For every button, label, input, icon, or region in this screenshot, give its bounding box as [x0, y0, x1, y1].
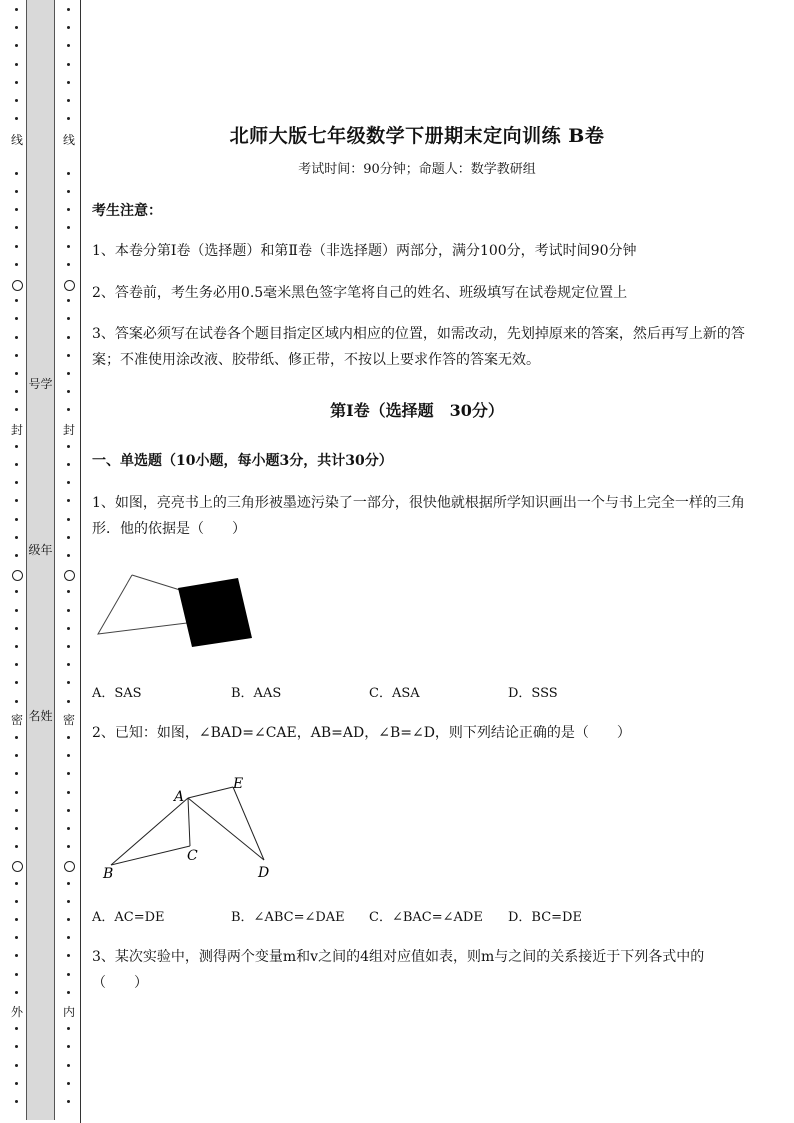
point-label-e: E — [233, 776, 244, 792]
seal-dot — [67, 481, 70, 484]
seal-dot — [15, 408, 18, 411]
seal-dot — [67, 445, 70, 448]
seal-dot — [67, 827, 70, 830]
point-label-a: A — [174, 789, 185, 805]
seal-dot — [15, 590, 18, 593]
seal-char: 外 — [10, 1005, 23, 1019]
binding-margin — [0, 0, 84, 1123]
seal-dot — [15, 645, 18, 648]
seal-dot — [67, 809, 70, 812]
seal-circle — [64, 861, 75, 872]
seal-dot — [67, 590, 70, 593]
seal-dot — [67, 499, 70, 502]
point-label-b: B — [103, 866, 114, 882]
seal-circle — [12, 570, 23, 581]
seal-dot — [15, 372, 18, 375]
seal-dot — [67, 681, 70, 684]
inner-seal-dotted-line — [62, 0, 76, 1123]
seal-dot — [15, 700, 18, 703]
seal-circle — [64, 570, 75, 581]
strip-label-name: 名姓 — [28, 709, 53, 723]
seal-char: 线 — [62, 133, 75, 147]
seal-dot — [67, 1064, 70, 1067]
seal-dot — [67, 8, 70, 11]
seal-dot — [15, 226, 18, 229]
margin-divider-line — [80, 0, 81, 1123]
seal-dot — [15, 336, 18, 339]
seal-dot — [67, 226, 70, 229]
seal-dot — [67, 663, 70, 666]
seal-dot — [67, 973, 70, 976]
seal-dot — [67, 845, 70, 848]
seal-char: 密 — [10, 713, 23, 727]
seal-char: 封 — [62, 423, 75, 437]
seal-dot — [67, 882, 70, 885]
q1-option-b[interactable]: B．AAS — [231, 686, 282, 701]
seal-dot — [15, 317, 18, 320]
seal-dot — [67, 245, 70, 248]
seal-dot — [67, 736, 70, 739]
q1-option-c[interactable]: C．ASA — [369, 686, 420, 701]
seal-char: 封 — [10, 423, 23, 437]
seal-dot — [15, 117, 18, 120]
question-3-text: 3、某次实验中，测得两个变量m和v之间的4组对应值如表，则m与之间的关系接近于下列各式中的（ ） — [92, 949, 705, 991]
triangle-visible-sides — [98, 575, 187, 634]
seal-dot — [67, 536, 70, 539]
q1-option-a[interactable]: A．SAS — [92, 686, 142, 701]
seal-dot — [15, 973, 18, 976]
seal-char: 线 — [10, 133, 23, 147]
seal-dot — [15, 499, 18, 502]
seal-dot — [67, 1045, 70, 1048]
seal-dot — [15, 1064, 18, 1067]
seal-dot — [67, 26, 70, 29]
seal-dot — [15, 954, 18, 957]
exam-info: 考试时间：90分钟；命题人：数学教研组 — [298, 162, 536, 177]
seal-dot — [15, 1045, 18, 1048]
seal-dot — [15, 791, 18, 794]
seal-circle — [12, 280, 23, 291]
seal-dot — [15, 299, 18, 302]
part-heading: 一、单选题（10小题，每小题3分，共计30分） — [92, 453, 393, 469]
seal-dot — [67, 81, 70, 84]
seal-dot — [15, 736, 18, 739]
notes-heading: 考生注意： — [92, 203, 162, 219]
q1-option-d[interactable]: D．SSS — [508, 686, 558, 701]
point-label-d: D — [258, 865, 270, 881]
question-2-text: 2、已知：如图，∠BAD=∠CAE，AB=AD，∠B=∠D，则下列结论正确的是（ ） — [92, 725, 631, 741]
seal-dot — [15, 900, 18, 903]
seal-dot — [67, 408, 70, 411]
seal-dot — [67, 390, 70, 393]
question-1-text: 1、如图，亮亮书上的三角形被墨迹污染了一部分，很快他就根据所学知识画出一个与书上完全一样的三角形．他的依据是（ ） — [92, 495, 745, 537]
seal-dot — [67, 44, 70, 47]
seal-dot — [67, 463, 70, 466]
seal-dot — [15, 263, 18, 266]
seal-dot — [15, 772, 18, 775]
seal-dot — [15, 390, 18, 393]
seal-dot — [67, 336, 70, 339]
seal-dot — [15, 518, 18, 521]
seal-dot — [15, 681, 18, 684]
seal-dot — [15, 845, 18, 848]
seal-dot — [67, 900, 70, 903]
seal-dot — [67, 754, 70, 757]
seal-dot — [67, 1027, 70, 1030]
seal-dot — [15, 463, 18, 466]
seal-dot — [67, 99, 70, 102]
seal-dot — [67, 354, 70, 357]
seal-dot — [67, 317, 70, 320]
seal-dot — [15, 81, 18, 84]
seal-dot — [67, 117, 70, 120]
seal-dot — [15, 245, 18, 248]
section-title: 第I卷（选择题 30分） — [330, 401, 504, 420]
seal-dot — [67, 791, 70, 794]
seal-dot — [15, 172, 18, 175]
seal-dot — [15, 827, 18, 830]
q2-option-a[interactable]: A．AC=DE — [92, 910, 165, 925]
seal-circle — [12, 861, 23, 872]
seal-circle — [64, 280, 75, 291]
seal-dot — [67, 918, 70, 921]
seal-dot — [67, 936, 70, 939]
seal-dot — [15, 609, 18, 612]
outer-seal-dotted-line — [10, 0, 24, 1123]
seal-dot — [15, 536, 18, 539]
note-item: 3、答案必须写在试卷各个题目指定区域内相应的位置，如需改动，先划掉原来的答案，然后再写上新的答案；不准使用涂改液、胶带纸、修正带，不按以上要求作答的答案无效。 — [92, 326, 745, 368]
seal-dot — [15, 1082, 18, 1085]
seal-dot — [67, 518, 70, 521]
seal-dot — [15, 190, 18, 193]
question-2-figure — [92, 770, 292, 885]
seal-dot — [15, 754, 18, 757]
seal-dot — [15, 99, 18, 102]
seal-dot — [67, 700, 70, 703]
note-item: 1、本卷分第I卷（选择题）和第Ⅱ卷（非选择题）两部分，满分100分，考试时间90分钟 — [92, 243, 637, 259]
seal-char: 密 — [62, 713, 75, 727]
seal-dot — [67, 554, 70, 557]
seal-dot — [67, 1082, 70, 1085]
seal-dot — [15, 936, 18, 939]
seal-dot — [67, 190, 70, 193]
ink-stain — [178, 578, 252, 647]
seal-dot — [67, 208, 70, 211]
seal-dot — [67, 299, 70, 302]
seal-dot — [15, 627, 18, 630]
seal-dot — [15, 554, 18, 557]
seal-dot — [67, 372, 70, 375]
q2-option-d[interactable]: D．BC=DE — [508, 910, 582, 925]
q2-option-b[interactable]: B．∠ABC=∠DAE — [231, 910, 345, 925]
seal-dot — [67, 772, 70, 775]
seal-dot — [15, 445, 18, 448]
seal-dot — [15, 8, 18, 11]
seal-dot — [67, 609, 70, 612]
triangle-side — [132, 575, 180, 590]
strip-label-grade: 级年 — [28, 543, 53, 557]
seal-char: 内 — [62, 1005, 75, 1019]
seal-dot — [15, 44, 18, 47]
seal-dot — [15, 663, 18, 666]
question-1-figure — [92, 566, 262, 656]
seal-dot — [15, 1027, 18, 1030]
seal-dot — [15, 1100, 18, 1103]
q2-option-c[interactable]: C．∠BAC=∠ADE — [369, 910, 483, 925]
seal-dot — [15, 481, 18, 484]
seal-dot — [15, 882, 18, 885]
seal-dot — [15, 991, 18, 994]
seal-dot — [67, 645, 70, 648]
note-item: 2、答卷前，考生务必用0.5毫米黑色签字笔将自己的姓名、班级填写在试卷规定位置上 — [92, 285, 628, 301]
seal-dot — [67, 627, 70, 630]
seal-dot — [67, 172, 70, 175]
seal-dot — [15, 208, 18, 211]
seal-dot — [15, 26, 18, 29]
seal-dot — [67, 991, 70, 994]
seal-dot — [15, 809, 18, 812]
seal-dot — [67, 263, 70, 266]
strip-label-student-number: 号学 — [28, 377, 53, 391]
seal-dot — [15, 354, 18, 357]
seal-dot — [15, 918, 18, 921]
seal-dot — [67, 63, 70, 66]
seal-dot — [15, 63, 18, 66]
seal-dot — [67, 1100, 70, 1103]
seal-dot — [67, 954, 70, 957]
point-label-c: C — [187, 848, 198, 864]
student-info-strip — [26, 0, 55, 1120]
page-title: 北师大版七年级数学下册期末定向训练 B卷 — [229, 125, 605, 147]
